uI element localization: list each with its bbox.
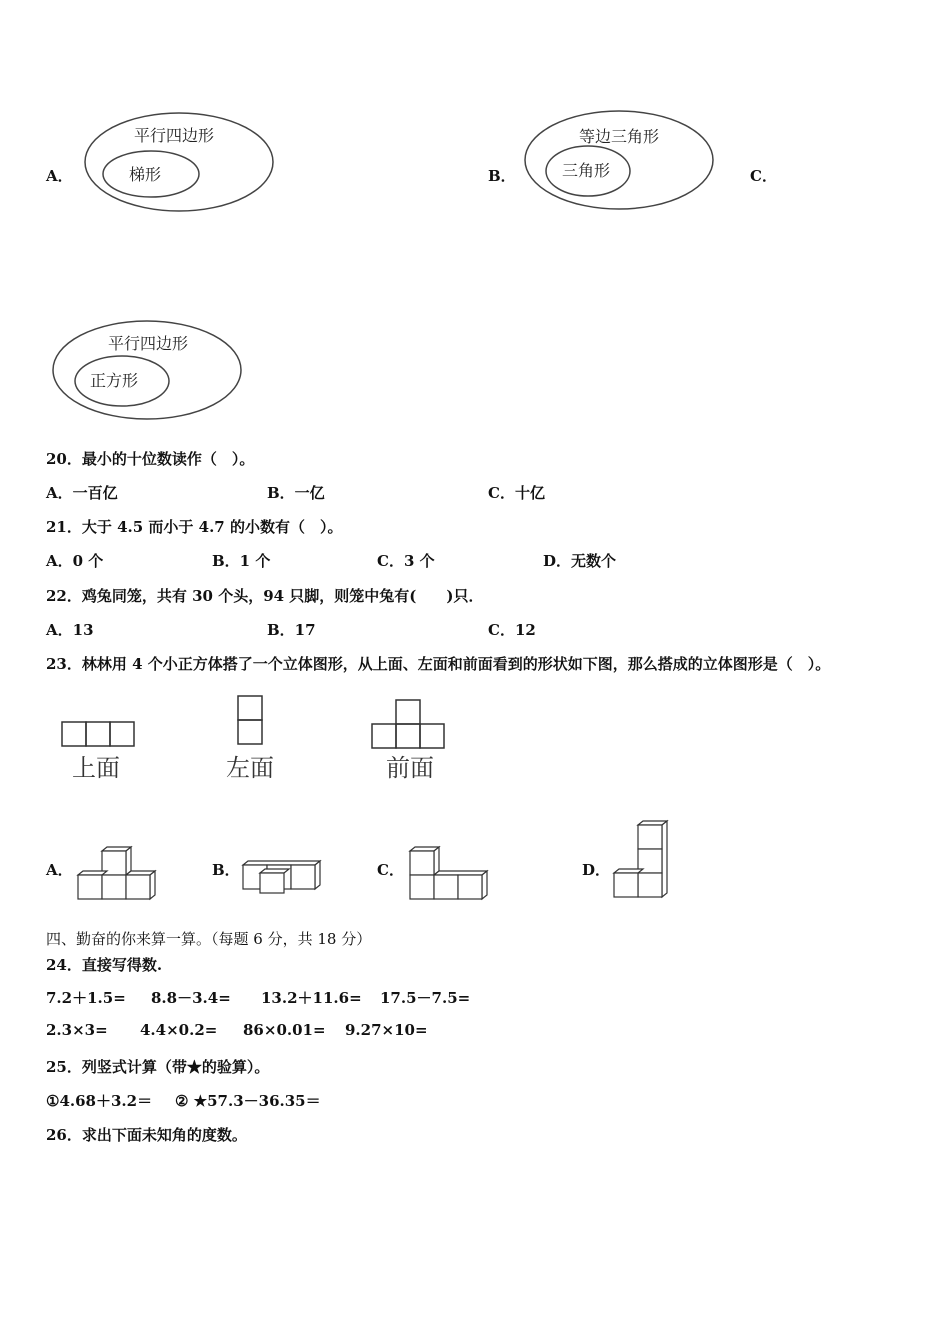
venn-diagram-b[interactable] — [524, 110, 719, 215]
venn-inner-label: 梯形 — [129, 165, 162, 184]
front-view-figure — [368, 696, 448, 782]
section-4-title: 四、勤奋的你来算一算。（每题 6 分，共 18 分） — [46, 930, 372, 948]
q21-option-a[interactable]: A．0 个 — [46, 552, 104, 570]
q20-option-a[interactable]: A．一百亿 — [46, 484, 118, 502]
q21-option-c[interactable]: C．3 个 — [377, 552, 435, 570]
q24-item: 17.5－7.5= — [380, 989, 471, 1007]
q23-option-d-label[interactable]: D． — [582, 861, 611, 879]
venn-inner-label: 正方形 — [90, 371, 139, 390]
top-view-caption: 上面 — [72, 754, 120, 782]
q23-option-c-figure[interactable] — [406, 846, 494, 906]
q24-item: 13.2＋11.6= — [261, 989, 362, 1007]
q24-item: 9.27×10= — [345, 1021, 428, 1039]
left-view-figure — [222, 694, 282, 782]
left-view-caption: 左面 — [226, 754, 274, 782]
q23-option-a-figure[interactable] — [76, 846, 160, 906]
question-26: 26．求出下面未知角的度数。 — [46, 1126, 247, 1144]
q25-part-2: ② ★57.3－36.35＝ — [175, 1092, 321, 1110]
venn-diagram-c[interactable] — [52, 318, 247, 423]
question-22: 22．鸡兔同笼，共有 30 个头，94 只脚，则笼中兔有( )只． — [46, 587, 484, 605]
q23-option-c-label[interactable]: C． — [377, 861, 404, 879]
q20-option-b[interactable]: B．一亿 — [267, 484, 325, 502]
q23-option-a-label[interactable]: A． — [46, 861, 73, 879]
option-b-label[interactable]: B． — [488, 167, 516, 185]
q24-item: 4.4×0.2= — [140, 1021, 218, 1039]
q24-item: 7.2＋1.5= — [46, 989, 126, 1007]
question-25: 25．列竖式计算（带★的验算）。 — [46, 1058, 270, 1076]
venn-diagram-a[interactable] — [84, 110, 279, 215]
venn-inner-label: 三角形 — [562, 161, 611, 180]
option-a-label[interactable]: A． — [46, 167, 73, 185]
q22-option-b[interactable]: B．17 — [267, 621, 316, 639]
question-20: 20．最小的十位数读作（ ）。 — [46, 450, 255, 468]
option-c-label[interactable]: C． — [750, 167, 777, 185]
venn-outer-label: 等边三角形 — [579, 127, 660, 146]
q22-option-a[interactable]: A．13 — [46, 621, 94, 639]
top-view-figure — [60, 718, 140, 782]
q23-option-b-figure[interactable] — [240, 856, 328, 900]
q22-option-c[interactable]: C．12 — [488, 621, 536, 639]
venn-outer-label: 平行四边形 — [134, 126, 215, 145]
q24-item: 2.3×3= — [46, 1021, 108, 1039]
q20-option-c[interactable]: C．十亿 — [488, 484, 545, 502]
question-24: 24．直接写得数. — [46, 956, 163, 974]
venn-outer-label: 平行四边形 — [108, 334, 189, 353]
question-21: 21．大于 4.5 而小于 4.7 的小数有（ ）。 — [46, 518, 343, 536]
q21-option-b[interactable]: B．1 个 — [212, 552, 271, 570]
q24-item: 86×0.01= — [243, 1021, 326, 1039]
q23-option-b-label[interactable]: B． — [212, 861, 240, 879]
q24-item: 8.8－3.4= — [151, 989, 231, 1007]
question-23: 23．林林用 4 个小正方体搭了一个立体图形，从上面、左面和前面看到的形状如下图，那么搭成的立体图形是（ ）。 — [46, 655, 831, 673]
q25-part-1: ①4.68＋3.2＝ — [46, 1092, 153, 1110]
q23-option-d-figure[interactable] — [610, 818, 674, 902]
front-view-caption: 前面 — [386, 754, 434, 782]
q21-option-d[interactable]: D．无数个 — [543, 552, 617, 570]
